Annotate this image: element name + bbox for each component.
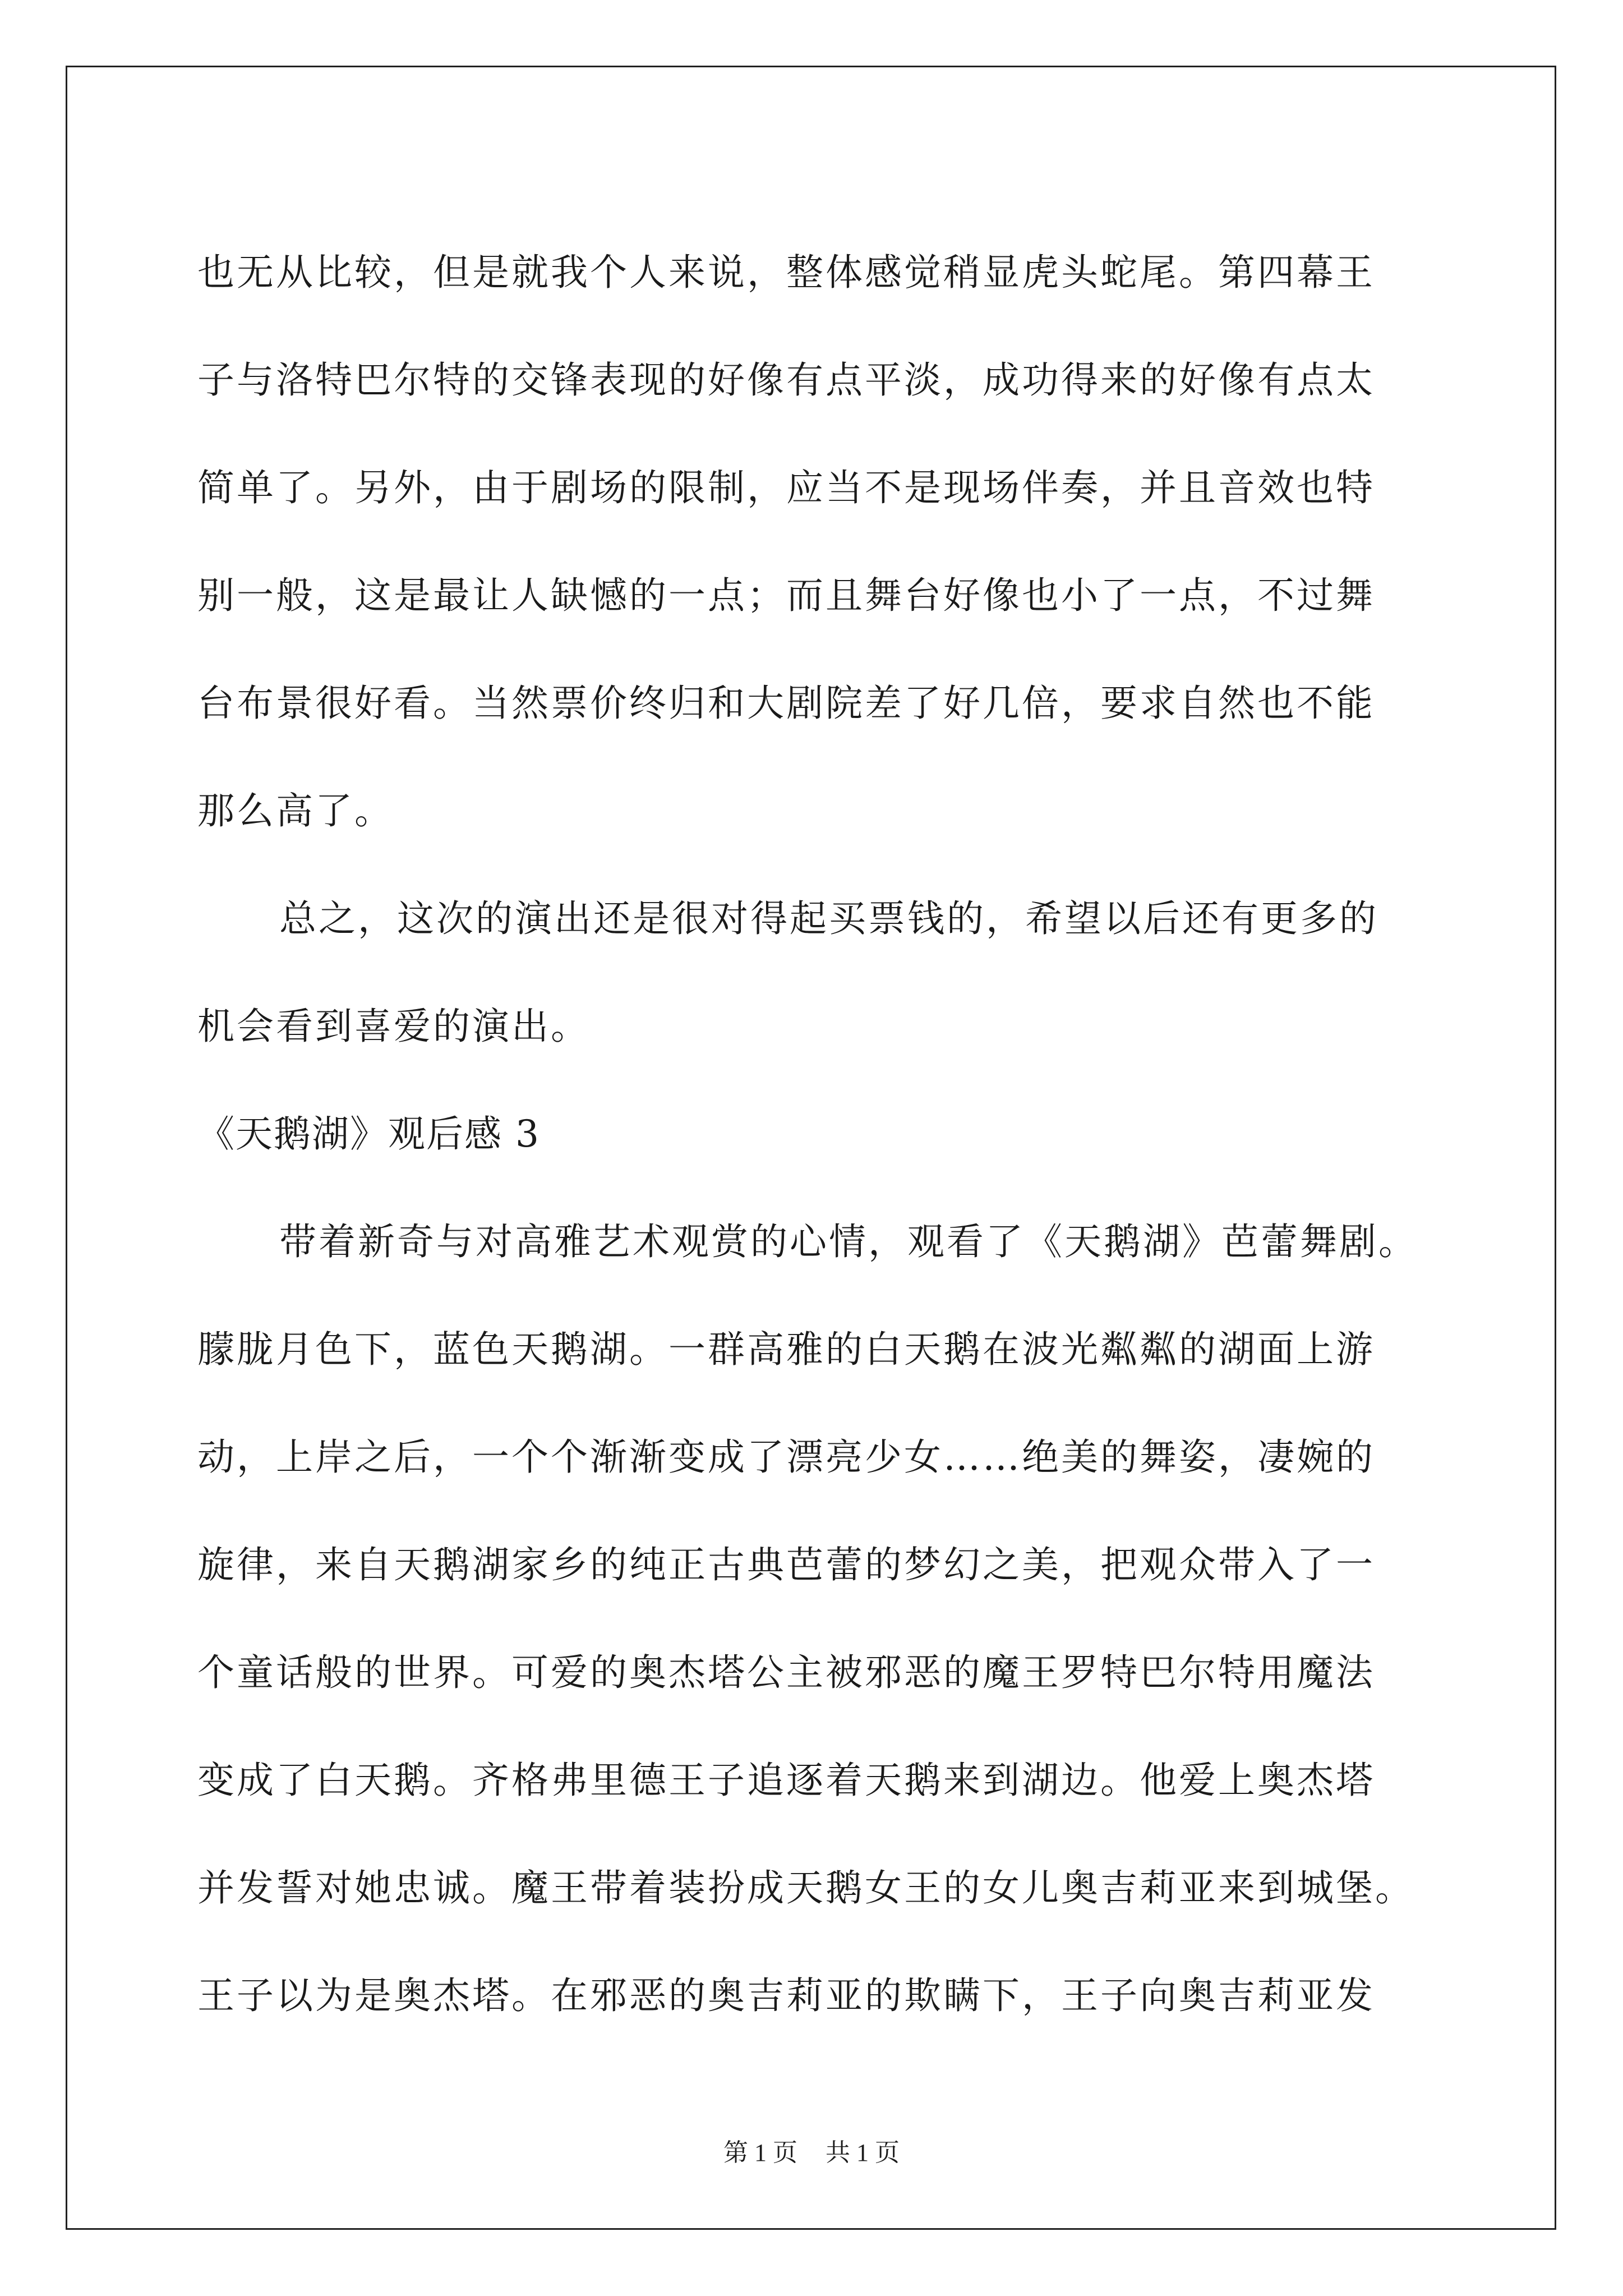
document-body (197, 219, 1431, 2050)
page-number: 第 1 页 (723, 2139, 797, 2166)
text-line: 旋律，来自天鹅湖家乡的纯正古典芭蕾的梦幻之美，把观众带入了一 (197, 1543, 1375, 1586)
text-line: 简单了。另外，由于剧场的限制，应当不是现场伴奏，并且音效也特 (197, 466, 1375, 509)
text-line: 别一般，这是最让人缺憾的一点；而且舞台好像也小了一点，不过舞 (197, 574, 1375, 617)
text-line: 总之，这次的演出还是很对得起买票钱的，希望以后还有更多的 (279, 897, 1378, 940)
section-heading: 《天鹅湖》观后感 3 (197, 1112, 540, 1156)
text-line: 王子以为是奥杰塔。在邪恶的奥吉莉亚的欺瞒下，王子向奥吉莉亚发 (197, 1974, 1375, 2017)
text-line: 朦胧月色下，蓝色天鹅湖。一群高雅的白天鹅在波光粼粼的湖面上游 (197, 1328, 1375, 1371)
text-line: 也无从比较，但是就我个人来说，整体感觉稍显虎头蛇尾。第四幕王 (197, 251, 1375, 294)
text-line: 机会看到喜爱的演出。 (197, 1005, 590, 1048)
text-line: 动，上岸之后，一个个渐渐变成了漂亮少女……绝美的舞姿，凄婉的 (197, 1435, 1375, 1479)
page-total: 共 1 页 (826, 2139, 900, 2166)
text-line: 那么高了。 (197, 789, 394, 832)
page-footer (0, 2136, 1623, 2170)
text-line: 带着新奇与对高雅艺术观赏的心情，观看了《天鹅湖》芭蕾舞剧。 (279, 1220, 1418, 1263)
text-line: 变成了白天鹅。齐格弗里德王子追逐着天鹅来到湖边。他爱上奥杰塔 (197, 1759, 1375, 1802)
text-line: 台布景很好看。当然票价终归和大剧院差了好几倍，要求自然也不能 (197, 682, 1375, 725)
text-line: 个童话般的世界。可爱的奥杰塔公主被邪恶的魔王罗特巴尔特用魔法 (197, 1651, 1375, 1694)
text-line: 子与洛特巴尔特的交锋表现的好像有点平淡，成功得来的好像有点太 (197, 358, 1375, 402)
text-line: 并发誓对她忠诚。魔王带着装扮成天鹅女王的女儿奥吉莉亚来到城堡。 (197, 1866, 1414, 1910)
